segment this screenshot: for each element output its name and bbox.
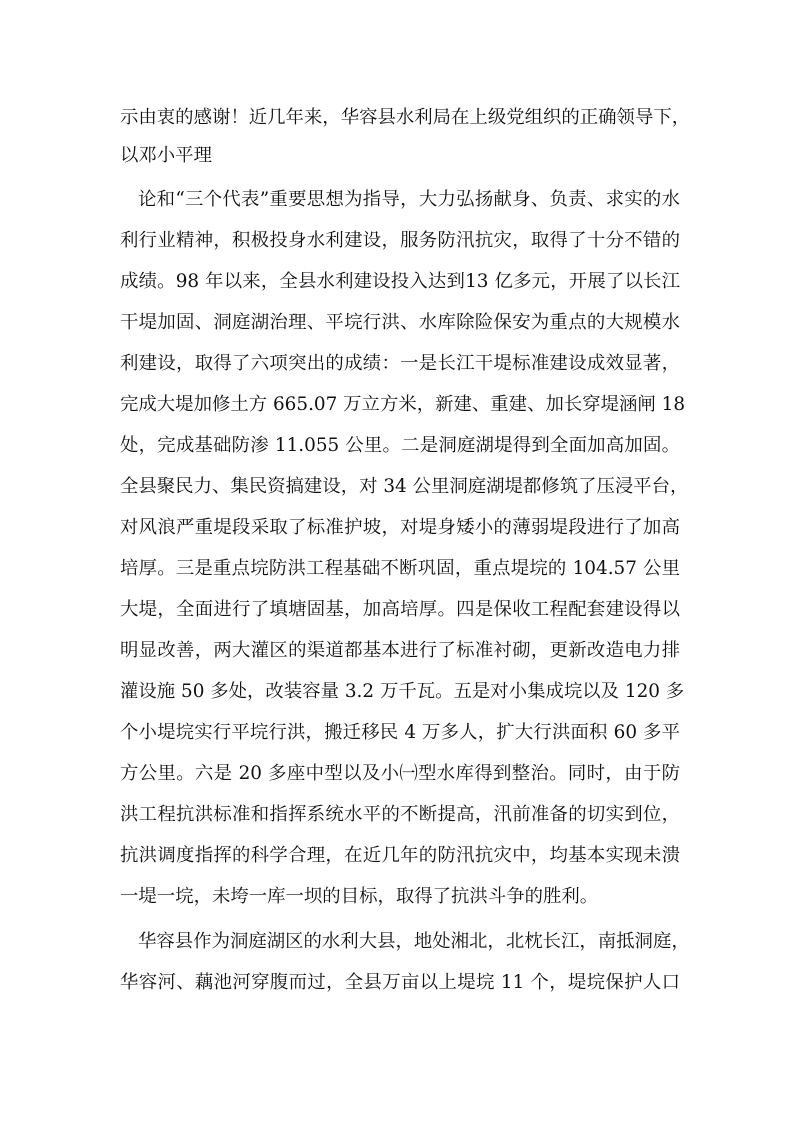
text-line: 对风浪严重堤段采取了标准护坡，对堤身矮小的薄弱堤段进行了加高	[120, 517, 680, 538]
text-line: 华容河、藕池河穿腹而过，全县万亩以上堤垸 11 个，堤垸保护人口	[120, 972, 680, 993]
text-line: 抗洪调度指挥的科学合理，在近几年的防汛抗灾中，均基本实现未溃	[120, 845, 680, 866]
text-line: 利行业精神，积极投身水利建设，服务防汛抗灾，取得了十分不错的	[120, 230, 680, 251]
text-line: 利建设，取得了六项突出的成绩：一是长江干堤标准建设成效显著，	[120, 353, 680, 374]
text-line: 完成大堤加修土方 665.07 万立方米，新建、重建、加长穿堤涵闸 18	[120, 394, 686, 415]
text-line: 灌设施 50 多处，改装容量 3.2 万千瓦。五是对小集成垸以及 120 多	[120, 681, 685, 702]
text-line: 大堤，全面进行了填塘固基，加高培厚。四是保收工程配套建设得以	[120, 599, 680, 620]
text-line: 处，完成基础防渗 11.055 公里。二是洞庭湖堤得到全面加高加固。	[120, 435, 680, 456]
text-line: 以邓小平理	[120, 145, 212, 166]
text-line: 方公里。六是 20 多座中型以及小㈠型水库得到整治。同时，由于防	[120, 763, 680, 784]
text-line: 示由衷的感谢！近几年来，华容县水利局在上级党组织的正确领导下，	[120, 107, 691, 128]
text-line: 培厚。三是重点垸防洪工程基础不断巩固，重点堤垸的 104.57 公里	[120, 558, 680, 579]
text-line: 论和“三个代表”重要思想为指导，大力弘扬献身、负责、求实的水	[138, 189, 680, 210]
text-line: 干堤加固、洞庭湖治理、平垸行洪、水库除险保安为重点的大规模水	[120, 312, 680, 333]
text-line: 个小堤垸实行平垸行洪，搬迁移民 4 万多人，扩大行洪面积 60 多平	[120, 722, 680, 743]
text-line: 全县聚民力、集民资搞建设，对 34 公里洞庭湖堤都修筑了压浸平台，	[120, 476, 689, 497]
text-line: 一堤一垸，未垮一库一坝的目标，取得了抗洪斗争的胜利。	[120, 886, 599, 907]
text-line: 成绩。98 年以来，全县水利建设投入达到13 亿多元，开展了以长江	[120, 271, 680, 292]
text-line: 洪工程抗洪标准和指挥系统水平的不断提高，汛前准备的切实到位，	[120, 804, 680, 825]
text-line: 明显改善，两大灌区的渠道都基本进行了标准衬砌，更新改造电力排	[120, 640, 680, 661]
text-line: 华容县作为洞庭湖区的水利大县，地处湘北，北枕长江，南抵洞庭，	[138, 931, 690, 952]
